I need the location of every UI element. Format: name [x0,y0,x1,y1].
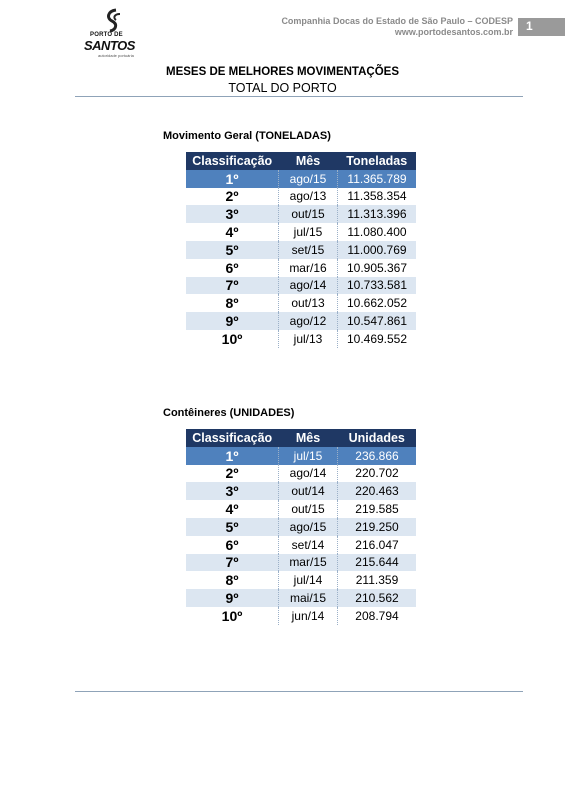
footer-rule [75,691,523,692]
table-row [186,312,416,330]
header-rule [75,96,523,97]
header-company: Companhia Docas do Estado de São Paulo – CODESP [281,16,513,26]
rank-cell: 1º [186,447,279,465]
rank-cell: 5º [186,241,279,259]
rank-cell: 4º [225,501,239,518]
rank-cell: 5º [186,518,279,536]
table-row [186,330,416,348]
value-cell: 236.866 [338,447,417,465]
column-header-month: Mês [279,429,338,447]
table-row [186,482,416,500]
month-cell: mar/16 [279,259,338,277]
month-cell: ago/14 [279,277,338,295]
column-header-month: Mês [279,152,338,170]
table-header-row [186,429,416,447]
tonnage-table [186,152,416,348]
month-cell: jul/15 [279,447,338,465]
table-row [186,571,416,589]
value-cell: 215.644 [338,554,417,572]
page-number-box [518,18,565,36]
column-header-value: Unidades [338,429,417,447]
month-cell: jul/13 [279,330,338,348]
table-row [186,607,416,625]
month-cell: jul/14 [279,571,338,589]
header-website: www.portodesantos.com.br [394,27,513,37]
containers-table [186,429,416,625]
logo-text-top: PORTO DE [90,32,123,38]
rank-cell: 2º [225,465,239,482]
value-cell: 11.358.354 [347,189,407,204]
rank-cell: 8º [225,295,239,312]
table-header-row [186,152,416,170]
table-row [186,589,416,607]
value-cell: 216.047 [355,537,399,552]
month-cell: set/15 [279,241,338,259]
table-row [186,500,416,518]
rank-cell: 4º [225,224,239,241]
section-title-containers: Contêineres (UNIDADES) [163,407,295,419]
month-cell: set/14 [279,536,338,554]
month-cell: jun/14 [279,607,338,625]
month-cell: ago/15 [279,170,338,188]
month-cell: mar/15 [279,554,338,572]
value-cell: 220.702 [355,466,399,481]
value-cell: 211.359 [355,573,399,588]
month-cell: out/15 [279,500,338,518]
value-cell: 219.250 [338,518,417,536]
month-cell: ago/12 [279,312,338,330]
table-row [186,259,416,277]
rank-cell: 1º [186,170,279,188]
value-cell: 11.313.396 [338,205,417,223]
rank-cell: 7º [186,554,279,572]
month-cell: ago/13 [279,188,338,206]
value-cell: 208.794 [355,608,399,623]
rank-cell: 10º [221,607,243,624]
month-cell: out/15 [279,205,338,223]
table-row [186,447,416,465]
month-cell: out/14 [279,482,338,500]
rank-cell: 9º [186,312,279,330]
value-cell: 10.905.367 [346,260,408,275]
section-title-tonnage: Movimento Geral (TONELADAS) [163,130,331,142]
month-cell: mai/15 [279,589,338,607]
value-cell: 220.463 [338,482,417,500]
table-row [186,554,416,572]
value-cell: 219.585 [355,502,399,517]
table-row [186,223,416,241]
table-row [186,536,416,554]
table-row [186,518,416,536]
rank-cell: 9º [186,589,279,607]
page-subtitle: TOTAL DO PORTO [228,81,337,95]
table-row [186,205,416,223]
column-header-rank: Classificação [186,152,279,170]
rank-cell: 3º [186,482,279,500]
rank-cell: 10º [221,330,243,347]
column-header-rank: Classificação [186,429,279,447]
table-row [186,277,416,295]
porto-de-santos-logo [82,8,134,56]
logo-text-sub: autoridade portuária [98,53,134,58]
table-row [186,170,416,188]
month-cell: out/13 [279,294,338,312]
logo-text-main: SANTOS [84,38,135,53]
rank-cell: 3º [186,205,279,223]
value-cell: 11.080.400 [347,225,407,240]
table-row [186,241,416,259]
rank-cell: 6º [225,259,239,276]
table-row [186,465,416,483]
rank-cell: 7º [186,277,279,295]
column-header-value: Toneladas [338,152,417,170]
value-cell: 10.662.052 [346,296,408,311]
rank-cell: 8º [225,572,239,589]
month-cell: jul/15 [279,223,338,241]
value-cell: 10.733.581 [338,277,417,295]
value-cell: 10.547.861 [338,312,417,330]
value-cell: 210.562 [338,589,417,607]
rank-cell: 2º [225,188,239,205]
value-cell: 11.000.769 [338,241,417,259]
table-row [186,188,416,206]
value-cell: 10.469.552 [346,331,408,346]
month-cell: ago/14 [279,465,338,483]
month-cell: ago/15 [279,518,338,536]
rank-cell: 6º [225,536,239,553]
page-title: MESES DE MELHORES MOVIMENTAÇÕES [165,66,399,78]
value-cell: 11.365.789 [338,170,417,188]
page-number: 1 [526,19,533,33]
table-row [186,294,416,312]
